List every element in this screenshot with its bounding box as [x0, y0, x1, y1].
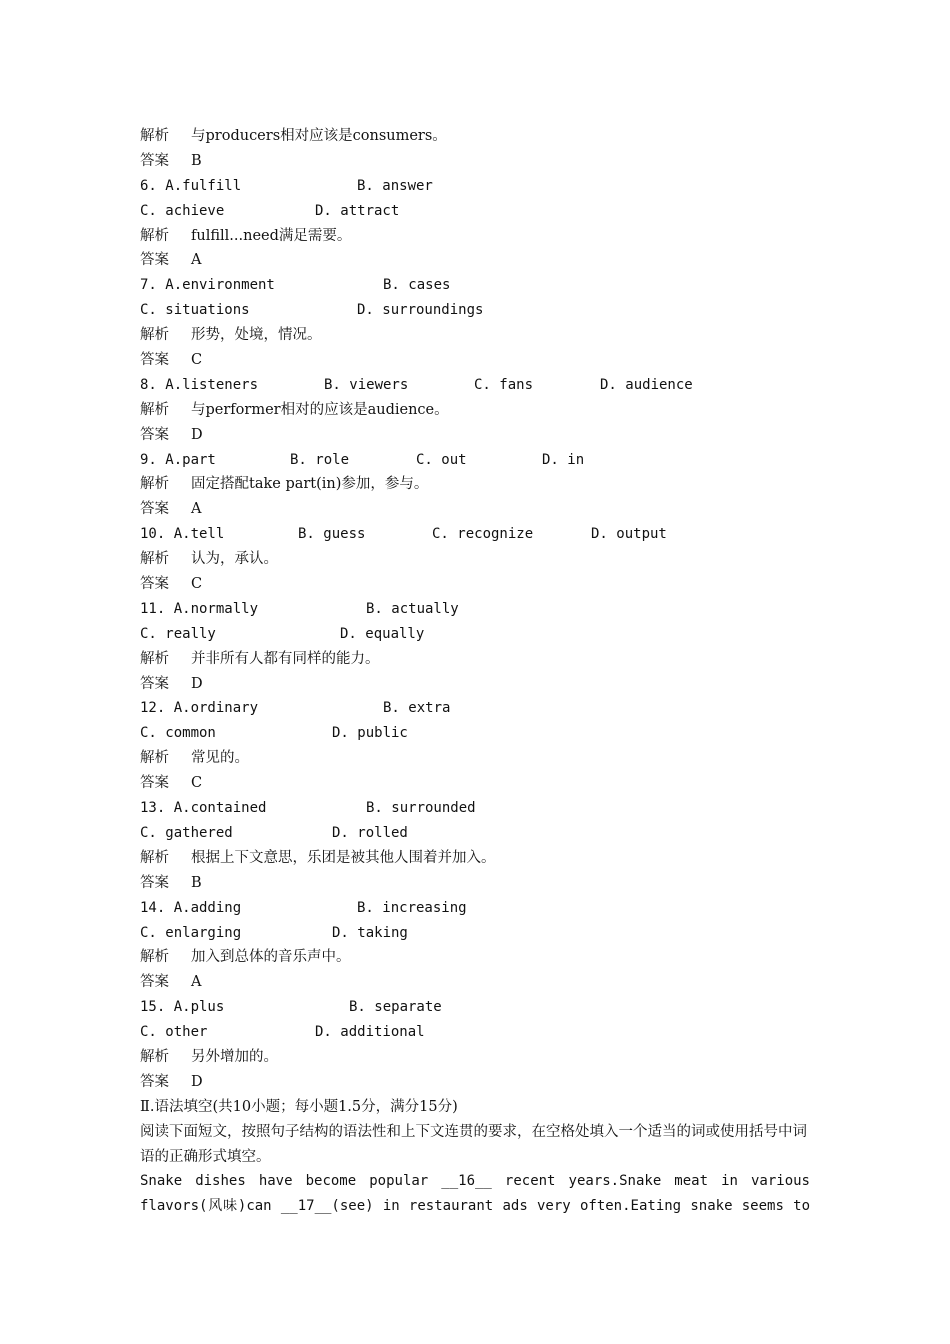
option-row: [140, 373, 810, 398]
document-page: [140, 124, 810, 1219]
analysis-text: 与performer相对的应该是audience。: [191, 401, 449, 418]
answer-line: [140, 248, 810, 273]
option-row: [140, 696, 810, 721]
option-text: D. in: [542, 451, 585, 468]
option-text: D. rolled: [332, 824, 408, 841]
analysis-text: 认为，承认。: [191, 551, 278, 568]
option-text: D. additional: [315, 1024, 425, 1041]
option-row: [140, 174, 810, 199]
option-text: 9. A.part: [140, 451, 216, 468]
answer-line: [140, 970, 810, 995]
option-row: [140, 622, 810, 647]
option-text: C. enlarging: [140, 924, 242, 941]
analysis-line: [140, 945, 810, 970]
option-text: 14. A.adding: [140, 899, 242, 916]
option-text: B. separate: [349, 999, 442, 1016]
option-text: B. cases: [383, 277, 451, 294]
analysis-label: 解析: [140, 849, 169, 866]
answer-label: 答案: [140, 426, 169, 443]
analysis-text: 加入到总体的音乐声中。: [191, 949, 351, 966]
answer-line: [140, 672, 810, 697]
analysis-line: [140, 398, 810, 423]
analysis-label: 解析: [140, 227, 169, 244]
option-text: D. equally: [340, 625, 425, 642]
option-row: [140, 273, 810, 298]
option-text: B. guess: [298, 526, 366, 543]
option-text: C. out: [416, 451, 467, 468]
option-text: B. actually: [366, 600, 459, 617]
option-text: 15. A.plus: [140, 999, 225, 1016]
answer-line: [140, 871, 810, 896]
answer-value: C: [191, 576, 203, 593]
option-row: [140, 821, 810, 846]
answer-label: 答案: [140, 874, 169, 891]
option-text: D. audience: [600, 376, 693, 393]
analysis-line: [140, 124, 810, 149]
answer-line: [140, 348, 810, 373]
answer-line: [140, 771, 810, 796]
option-text: 13. A.contained: [140, 800, 267, 817]
answer-value: B: [191, 152, 202, 169]
analysis-text: fulfill...need满足需要。: [191, 227, 352, 244]
analysis-line: [140, 547, 810, 572]
option-text: B. role: [290, 451, 350, 468]
answer-value: C: [191, 352, 203, 369]
analysis-label: 解析: [140, 650, 169, 667]
analysis-text: 另外增加的。: [191, 1048, 278, 1065]
analysis-label: 解析: [140, 1048, 169, 1065]
answer-value: A: [191, 501, 202, 518]
answer-value: A: [191, 974, 202, 991]
option-text: C. recognize: [432, 526, 534, 543]
analysis-line: [140, 1045, 810, 1070]
analysis-label: 解析: [140, 551, 169, 568]
option-row: [140, 921, 810, 946]
analysis-line: [140, 323, 810, 348]
option-row: [140, 995, 810, 1020]
option-text: C. fans: [474, 376, 534, 393]
option-row: [140, 597, 810, 622]
answer-line: [140, 572, 810, 597]
analysis-text: 形势，处境，情况。: [191, 327, 322, 344]
analysis-text: 与producers相对应该是consumers。: [191, 128, 447, 144]
analysis-line: [140, 224, 810, 249]
option-row: [140, 721, 810, 746]
answer-value: D: [191, 426, 203, 443]
option-text: D. public: [332, 725, 408, 742]
instructions-paragraph: 阅读下面短文，按照句子结构的语法性和上下文连贯的要求，在空格处填入一个适当的词或使用括号中词语的正确形式填空。: [140, 1123, 807, 1165]
section-heading: Ⅱ.语法填空(共10小题；每小题1.5分，满分15分): [140, 1098, 458, 1115]
option-text: 8. A.listeners: [140, 376, 259, 393]
answer-value: C: [191, 775, 203, 792]
option-row: [140, 896, 810, 921]
option-text: D. output: [591, 526, 667, 543]
answer-key-list: [140, 124, 810, 1095]
option-row: [140, 199, 810, 224]
analysis-label: 解析: [140, 401, 169, 418]
answer-label: 答案: [140, 576, 169, 593]
answer-value: D: [191, 1073, 203, 1090]
option-row: [140, 448, 810, 473]
option-text: B. surrounded: [366, 800, 476, 817]
option-row: [140, 796, 810, 821]
answer-value: A: [191, 252, 202, 269]
answer-value: B: [191, 874, 202, 891]
option-text: C. common: [140, 725, 216, 742]
analysis-text: 并非所有人都有同样的能力。: [191, 650, 380, 667]
analysis-line: [140, 846, 810, 871]
answer-line: [140, 1070, 810, 1095]
analysis-label: 解析: [140, 750, 169, 767]
option-text: C. really: [140, 625, 216, 642]
answer-line: [140, 423, 810, 448]
option-text: D. attract: [315, 202, 400, 219]
analysis-line: [140, 472, 810, 497]
option-row: [140, 522, 810, 547]
option-text: B. viewers: [324, 376, 409, 393]
answer-line: [140, 497, 810, 522]
answer-label: 答案: [140, 974, 169, 991]
option-text: 12. A.ordinary: [140, 700, 259, 717]
answer-label: 答案: [140, 775, 169, 792]
analysis-text: 固定搭配take part(in)参加，参与。: [191, 476, 429, 493]
passage-line: flavors(风味)can __17__(see) in restaurant ads very often.Eating snake seems to: [140, 1198, 810, 1215]
answer-line: [140, 149, 810, 174]
analysis-label: 解析: [140, 128, 169, 144]
analysis-label: 解析: [140, 476, 169, 493]
option-text: C. gathered: [140, 824, 233, 841]
analysis-text: 常见的。: [191, 750, 249, 767]
option-text: 10. A.tell: [140, 526, 225, 543]
answer-label: 答案: [140, 352, 169, 369]
answer-label: 答案: [140, 1073, 169, 1090]
option-text: C. other: [140, 1024, 208, 1041]
answer-label: 答案: [140, 501, 169, 518]
analysis-label: 解析: [140, 327, 169, 344]
passage-line: Snake dishes have become popular __16__ recent years.Snake meat in various: [140, 1173, 810, 1190]
option-text: C. achieve: [140, 202, 225, 219]
option-text: 7. A.environment: [140, 277, 275, 294]
answer-value: D: [191, 675, 203, 692]
option-row: [140, 298, 810, 323]
analysis-line: [140, 746, 810, 771]
answer-label: 答案: [140, 152, 169, 169]
option-text: B. answer: [357, 177, 433, 194]
option-text: 6. A.fulfill: [140, 177, 242, 194]
option-text: B. increasing: [357, 899, 467, 916]
option-text: D. surroundings: [357, 302, 484, 319]
analysis-line: [140, 647, 810, 672]
answer-label: 答案: [140, 252, 169, 269]
answer-label: 答案: [140, 675, 169, 692]
analysis-label: 解析: [140, 949, 169, 966]
option-text: C. situations: [140, 302, 250, 319]
option-text: D. taking: [332, 924, 408, 941]
option-text: 11. A.normally: [140, 600, 259, 617]
analysis-text: 根据上下文意思，乐团是被其他人围着并加入。: [191, 849, 496, 866]
option-row: [140, 1020, 810, 1045]
option-text: B. extra: [383, 700, 451, 717]
